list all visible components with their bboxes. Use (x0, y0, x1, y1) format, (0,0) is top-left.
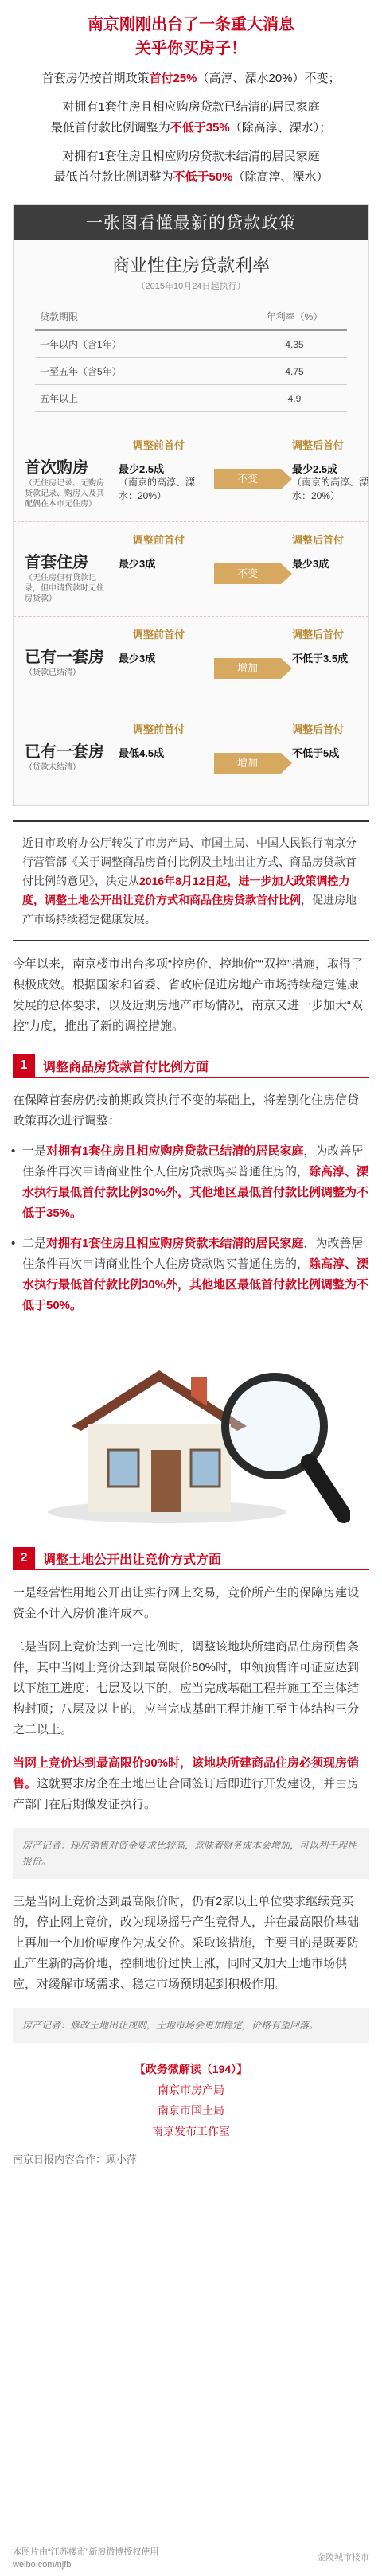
table-row: 五年以上 4.9 (35, 385, 347, 412)
policy-banner: 一张图看懂最新的贷款政策 (14, 205, 368, 240)
rule-note: （贷款未结清） (25, 763, 80, 772)
rate-table-header: 贷款期限 年利率（%） (35, 303, 347, 330)
footer-link[interactable]: weibo.com/njfb (13, 2560, 72, 2570)
section-2-paragraph-4: 三是当网上竞价达到最高限价时，仍有2家以上单位要求继续竞买的，停止网上竞价，改为现场摇号产生竞得人，并在最高限价基础上再加一个加价幅度作为成交价。采取该措施，主要目的是既要防止产生新的高价地，控制地价过快上涨，同时又加大土地市场供应，对缓解市场需求、稳定市场预期起到积极作用。 (13, 1895, 360, 1991)
rule-name: 已有一套房 (25, 742, 104, 761)
section-2-paragraph-1: 一是经营性用地公开出让实行网上交易，竞价所产生的保障房建设资金不计入房价准许成本。 (13, 1586, 360, 1620)
column-label-after: 调整后首付 (292, 439, 345, 451)
rule-one-home-unpaid (14, 711, 368, 805)
footer-watermark: 金陵城市楼市 (317, 2553, 369, 2562)
rule-note: （贷款已结清） (25, 668, 80, 677)
headline-line-2: 关乎你买房子！ (135, 40, 247, 57)
headline-title (18, 13, 364, 60)
rule-after-value: 最少2.5成 (292, 463, 338, 475)
briefing-credits (0, 2059, 382, 2141)
briefing-line: 南京发布工作室 (152, 2125, 230, 2138)
rule-after-value: 不低于5成 (292, 747, 340, 759)
section-2-heading (13, 1547, 369, 1570)
headline-block (0, 0, 382, 194)
rule-change-arrow: 增加 (214, 753, 281, 774)
rule-change-arrow: 增加 (214, 658, 281, 679)
section-1-bullet-1: • 一是对拥有1套住房且相应购房贷款已结清的居民家庭，为改善居住条件再次申请商业性个人住房贷款购买普通住房的，除高淳、溧水执行最低首付款比例30%外，其他地区最低首付款比例调整为不低于35%。 (22, 1141, 369, 1224)
intro-paragraph: 今年以来，南京楼市出台多项“控房价、控地价”“双控”措施，取得了积极成效。根据国家和省委、省政府促进房地产市场持续稳定健康发展的总体要求，以及近期房地产市场情况，南京又进一步加大“双控”力度，推出了新的调控措施。 (13, 957, 363, 1033)
headline-line-1: 南京刚刚出台了一条重大消息 (88, 16, 294, 33)
rule-name: 已有一套房 (25, 647, 104, 666)
briefing-line: 南京市国土局 (158, 2104, 224, 2117)
section-title: 调整土地公开出让竞价方式方面 (43, 1553, 222, 1567)
headline-policy-line-3: 对拥有1套住房且相应购房贷款未结清的居民家庭 最低首付款比例调整为不低于50%（除高淳、溧水） (53, 150, 329, 184)
footer (0, 2539, 382, 2576)
rule-after-note: （南京的高淳、溧水：20%） (292, 477, 369, 501)
rule-name: 首套住房 (25, 552, 88, 571)
column-label-before: 调整前首付 (133, 534, 185, 546)
briefing-title: 【政务微解读（194）】 (134, 2063, 248, 2075)
rule-note: （无住房但有贷款记录，但申请贷款时无住房贷款） (25, 574, 104, 603)
rate-table (35, 303, 347, 412)
column-label-after: 调整后首付 (292, 629, 345, 641)
section-number: 2 (13, 1547, 35, 1569)
section-2-paragraph-2: 二是当网上竞价达到一定比例时，调整该地块所建商品住房预售条件，其中当网上竞价达到最高限价80%时，申领预售许可证应达到以下施工进度：七层及以下的，应当完成基础工程并施工至主体结构封顶；八层及以上的，应当完成基础工程并施工至主体结构三分之二以上。 (13, 1640, 360, 1736)
rule-before-value: 最低4.5成 (119, 747, 165, 759)
rule-before-value: 最少2.5成 (119, 463, 165, 475)
section-number: 1 (13, 1054, 35, 1077)
table-row: 一至五年（含5年） 4.75 (35, 358, 347, 385)
rate-table-subtitle: （2015年10月24日起执行） (136, 282, 246, 291)
section-1-bullet-2: • 二是对拥有1套住房且相应购房贷款未结清的居民家庭，为改善居住条件再次申请商业性个人住房贷款购买普通住房的，除高淳、溧水执行最低首付款比例30%外，其他地区最低首付款比例调整为不低于50%。 (22, 1233, 369, 1316)
headline-policy-line-1: 首套房仍按首期政策首付25%（高淳、溧水20%）不变； (41, 72, 341, 85)
section-2-paragraph-3: 当网上竞价达到最高限价90%时，该地块所建商品住房必须现房销售。这就要求房企在土地出让合同签订后即进行开发建设，并由房产部门在后期做发证执行。 (13, 1756, 360, 1811)
column-label-after: 调整后首付 (292, 534, 345, 546)
rule-before-note: （南京的高淳、溧水：20%） (119, 477, 196, 501)
briefing-line: 南京市房产局 (158, 2083, 224, 2096)
column-label-after: 调整后首付 (292, 723, 345, 735)
section-1-paragraph: 在保障首套房仍按前期政策执行不变的基础上，将差别化住房信贷政策再次进行调整： (13, 1093, 360, 1128)
headline-policy-line-2: 对拥有1套住房且相应购房贷款已结清的居民家庭 最低首付款比例调整为不低于35%（除高淳、溧水）； (50, 100, 332, 134)
rule-change-arrow: 不变 (214, 563, 281, 584)
column-label-before: 调整前首付 (133, 439, 185, 451)
rule-before-value: 最少3成 (119, 653, 156, 664)
rule-change-arrow: 不变 (214, 469, 281, 489)
content-partner-note: 南京日报内容合作：顾小萍 (13, 2153, 138, 2165)
reporter-note-2: 房产记者：修改土地出让规则，土地市场会更加稳定，价格有望回落。 (13, 2008, 369, 2043)
rule-note: （无住房记录、无购房贷款记录、购房人及其配偶在本市无住房） (25, 479, 104, 509)
footer-attribution: 本图片由“江苏楼市”新浪微博授权使用 (13, 2547, 159, 2557)
rule-before-value: 最少3成 (119, 558, 156, 570)
house-illustration (32, 1331, 350, 1530)
rate-table-title: 商业性住房贷款利率 (111, 255, 270, 275)
rule-first-home (14, 521, 368, 616)
column-label-before: 调整前首付 (133, 629, 185, 641)
rule-after-value: 最少3成 (292, 558, 329, 570)
rule-first-purchase (14, 427, 368, 521)
section-1-heading (13, 1054, 369, 1078)
table-row: 一年以内（含1年） 4.35 (35, 330, 347, 358)
house-magnifier-illustration (32, 1331, 350, 1530)
loan-policy-infographic (13, 204, 369, 806)
policy-notice: 近日市政府办公厅转发了市房产局、市国土局、中国人民银行南京分行营管部《关于调整商品房首付比例及土地出让方式、商品房贷款首付比例的意见》，决定从2016年8月12日起，进一步加大政策调控力度，调整土地公开出让竞价方式和商品住房贷款首付比例，促进房地产市场持续稳定健康发展。 (13, 820, 369, 941)
rule-one-home-paid (14, 616, 368, 711)
column-label-before: 调整前首付 (133, 723, 185, 735)
rule-name: 首次购房 (25, 458, 88, 477)
section-title: 调整商品房贷款首付比例方面 (43, 1060, 209, 1074)
rule-after-value: 不低于3.5成 (292, 653, 349, 664)
reporter-note-1: 房产记者：现房销售对资金要求比较高，意味着财务成本会增加，可以利于理性报价。 (13, 1828, 369, 1879)
